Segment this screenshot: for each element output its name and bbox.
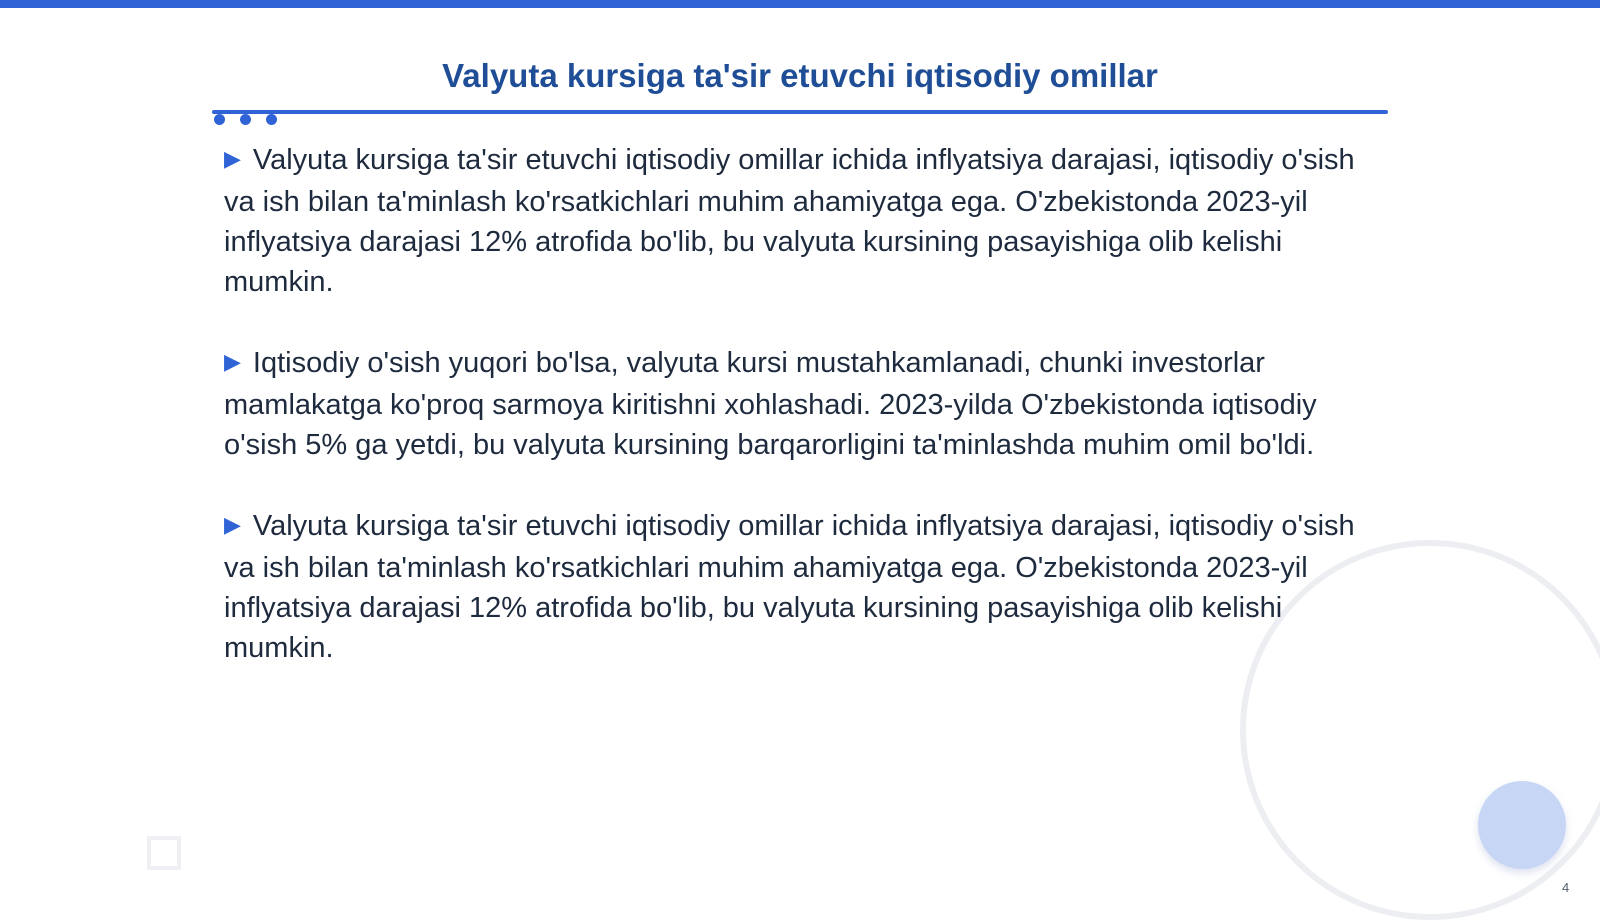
top-accent-bar xyxy=(0,0,1600,8)
play-triangle-icon: ▶ xyxy=(224,146,241,171)
bullet-item xyxy=(224,140,1374,302)
bullet-text: Valyuta kursiga ta'sir etuvchi iqtisodiy omillar ichida inflyatsiya darajasi, iqtisodiy o'sish va ish bilan ta'minlash ko'rsatkichlari muhim ahamiyatga ega. O'zbekistonda 2023-yil inflyatsiya darajasi 12% atrofida bo'lib, bu valyuta kursining pasayishiga olib kelishi mumkin. xyxy=(224,510,1355,664)
play-triangle-icon: ▶ xyxy=(224,349,241,374)
play-triangle-icon: ▶ xyxy=(224,512,241,537)
underline-dot xyxy=(214,114,225,125)
slide-title: Valyuta kursiga ta'sir etuvchi iqtisodiy omillar xyxy=(442,57,1158,94)
bullet-text: Valyuta kursiga ta'sir etuvchi iqtisodiy omillar ichida inflyatsiya darajasi, iqtisodiy o'sish va ish bilan ta'minlash ko'rsatkichlari muhim ahamiyatga ega. O'zbekistonda 2023-yil inflyatsiya darajasi 12% atrofida bo'lib, bu valyuta kursining pasayishiga olib kelishi mumkin. xyxy=(224,144,1355,298)
decorative-square xyxy=(147,836,181,870)
underline-dot xyxy=(266,114,277,125)
bullet-item xyxy=(224,506,1374,668)
bullet-list xyxy=(224,140,1374,709)
bullet-item xyxy=(224,343,1374,465)
underline-dot xyxy=(240,114,251,125)
page-number: 4 xyxy=(1562,880,1570,895)
bullet-text: Iqtisodiy o'sish yuqori bo'lsa, valyuta kursi mustahkamlanadi, chunki investorlar mamlakatga ko'proq sarmoya kiritishni xohlashadi. 2023-yilda O'zbekistonda iqtisodiy o'sish 5% ga yetdi, bu valyuta kursining barqarorligini ta'minlashda muhim omil bo'ldi. xyxy=(224,347,1317,461)
title-underline xyxy=(212,110,1388,114)
decorative-circle xyxy=(1478,781,1566,869)
